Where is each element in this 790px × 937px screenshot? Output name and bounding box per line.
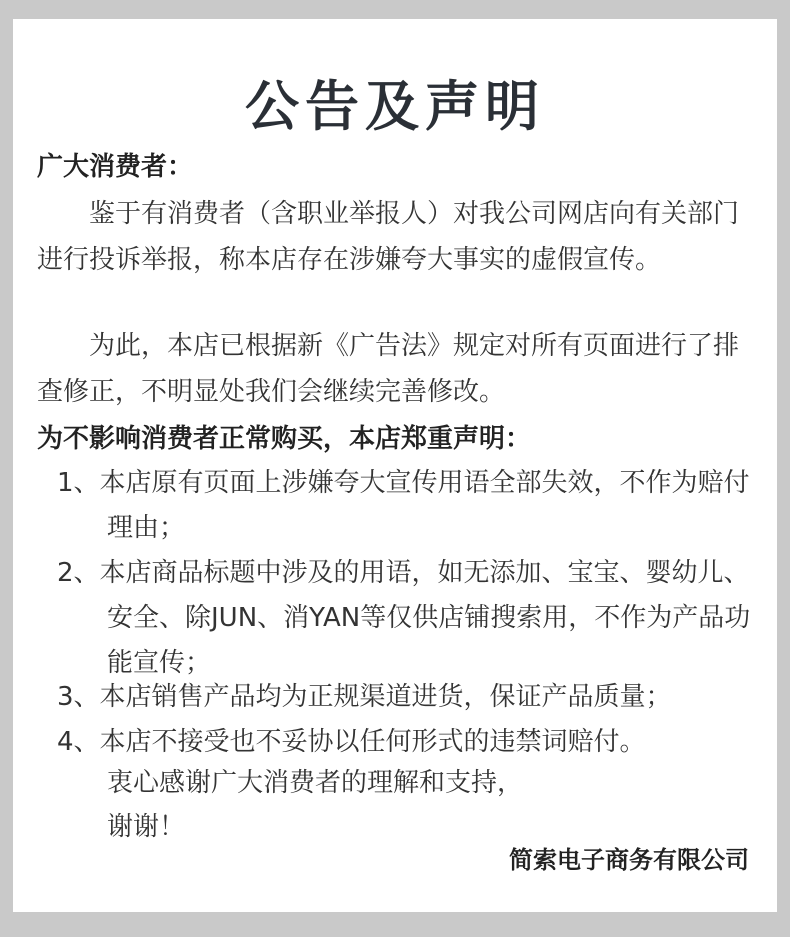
paragraph-1: 鉴于有消费者（含职业举报人）对我公司网店向有关部门进行投诉举报，称本店存在涉嫌夸大事实的虚假宣传。: [37, 199, 740, 275]
page-title: 公告及声明: [245, 75, 545, 138]
notice-card: [13, 19, 777, 912]
closing-thanks: 衷心感谢广大消费者的理解和支持，: [107, 768, 524, 798]
list-item-4: 4、本店不接受也不妥协以任何形式的违禁词赔付。: [57, 727, 646, 757]
paragraph-2: 为此，本店已根据新《广告法》规定对所有页面进行了排查修正，不明显处我们会继续完善修改。: [37, 331, 740, 407]
salutation: 广大消费者：: [37, 152, 194, 182]
closing-thank-you: 谢谢！: [107, 812, 186, 842]
declaration-heading: 为不影响消费者正常购买，本店郑重声明：: [37, 424, 532, 454]
list-item-2: 2、本店商品标题中涉及的用语，如无添加、宝宝、婴幼儿、安全、除JUN、消YAN等仅供店铺搜索用，不作为产品功能宣传；: [57, 558, 751, 678]
company-signature: 简索电子商务有限公司: [509, 846, 749, 874]
list-item-3: 3、本店销售产品均为正规渠道进货，保证产品质量；: [57, 682, 672, 712]
list-item-1: 1、本店原有页面上涉嫌夸大宣传用语全部失效，不作为赔付理由；: [57, 468, 750, 543]
